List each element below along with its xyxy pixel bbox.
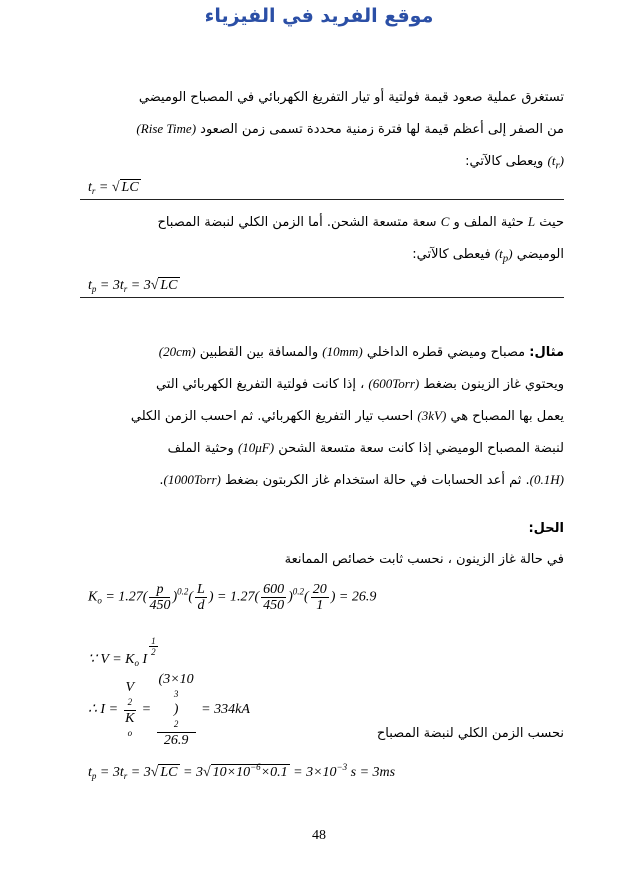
solution-block — [78, 513, 564, 575]
example-line-1: مثال: مصباح وميضي قطره الداخلي (10mm) والمسافة بين القطبين (20cm) — [158, 344, 564, 360]
equation-ko: $K_o = 1.27$( $\frac{p}{450}$ )$^{0.2}$( $\frac{L}{d}$ ) = 1.27( $\frac{600}{450}$ )$^{0.2}$( $\frac{20}{1}$ ) = 26.9 — [88, 582, 377, 613]
solution-label: الحل: — [528, 521, 564, 536]
solution-line-1: في حالة غاز الزينون ، نحسب ثابت خصائص الممانعة — [284, 552, 564, 567]
equation-total-time: $t_p = 3t_r = 3√$ LC = 3√ $10\times 10^{-6}\times 0.1 = 3\times 10^{-3}$ s = 3ms — [88, 762, 396, 781]
equation-underline-1 — [80, 199, 564, 200]
equation-underline-2 — [80, 297, 564, 298]
example-line-2: ويحتوي غاز الزينون بضغط (600Torr) ، إذا كانت فولتية التفريغ الكهربائي التي — [155, 376, 564, 392]
equation-v-ko-i: ∵ $V = K_o$ I $\frac{1}{2}$ — [88, 636, 156, 668]
example-paragraph — [78, 336, 564, 496]
equation-rise-time: $t_r$ = √ LC — [88, 180, 139, 196]
page-number: 48 — [312, 828, 326, 843]
intro-line-3 — [78, 145, 564, 182]
equation-pulse-time: $t_p = 3t_r = 3√$ LC — [88, 278, 178, 294]
equation-current: ∴ I = V 2 K o = (3×10 3 ) 2 26.9 = 334kA — [88, 672, 250, 748]
tr-symbol: $(t_r)$ — [547, 153, 564, 172]
intro-paragraph — [78, 82, 564, 182]
example-line-3: يعمل بها المصباح هي (3kV) احسب تيار التفريغ الكهربائي. ثم احسب الزمن الكلي — [130, 408, 564, 424]
intro-line-2-text: من الصفر إلى أعظم قيمة لها فترة زمنية محددة تسمى زمن الصعود — [200, 122, 564, 137]
intro-line-2 — [78, 113, 564, 145]
definition-line-1: حيث L حثية الملف و C سعة متسعة الشحن. أما الزمن الكلي لنبضة المصباح — [157, 214, 564, 230]
total-time-label: نحسب الزمن الكلي لنبضة المصباح — [376, 726, 564, 741]
definition-line-2: الوميضي $(t_p)$ فيعطى كالآتي: — [412, 246, 564, 265]
site-title: موقع الفريد في الفيزياء — [204, 5, 434, 27]
example-line-4: لنبضة المصباح الوميضي إذا كانت سعة متسعة الشحن (10μF) وحثية الملف — [167, 440, 564, 456]
rise-time-term: (Rise Time) — [136, 121, 197, 136]
intro-line-3-text: ويعطى كالآتي: — [465, 154, 544, 169]
definition-paragraph — [78, 206, 564, 275]
example-label: مثال: — [529, 345, 564, 360]
intro-line-1: تستغرق عملية صعود قيمة فولتية أو تيار التفريغ الكهربائي في المصباح الوميضي — [138, 90, 564, 105]
example-line-5: (0.1H). ثم أعد الحسابات في حالة استخدام غاز الكربتون بضغط (1000Torr). — [159, 472, 564, 488]
